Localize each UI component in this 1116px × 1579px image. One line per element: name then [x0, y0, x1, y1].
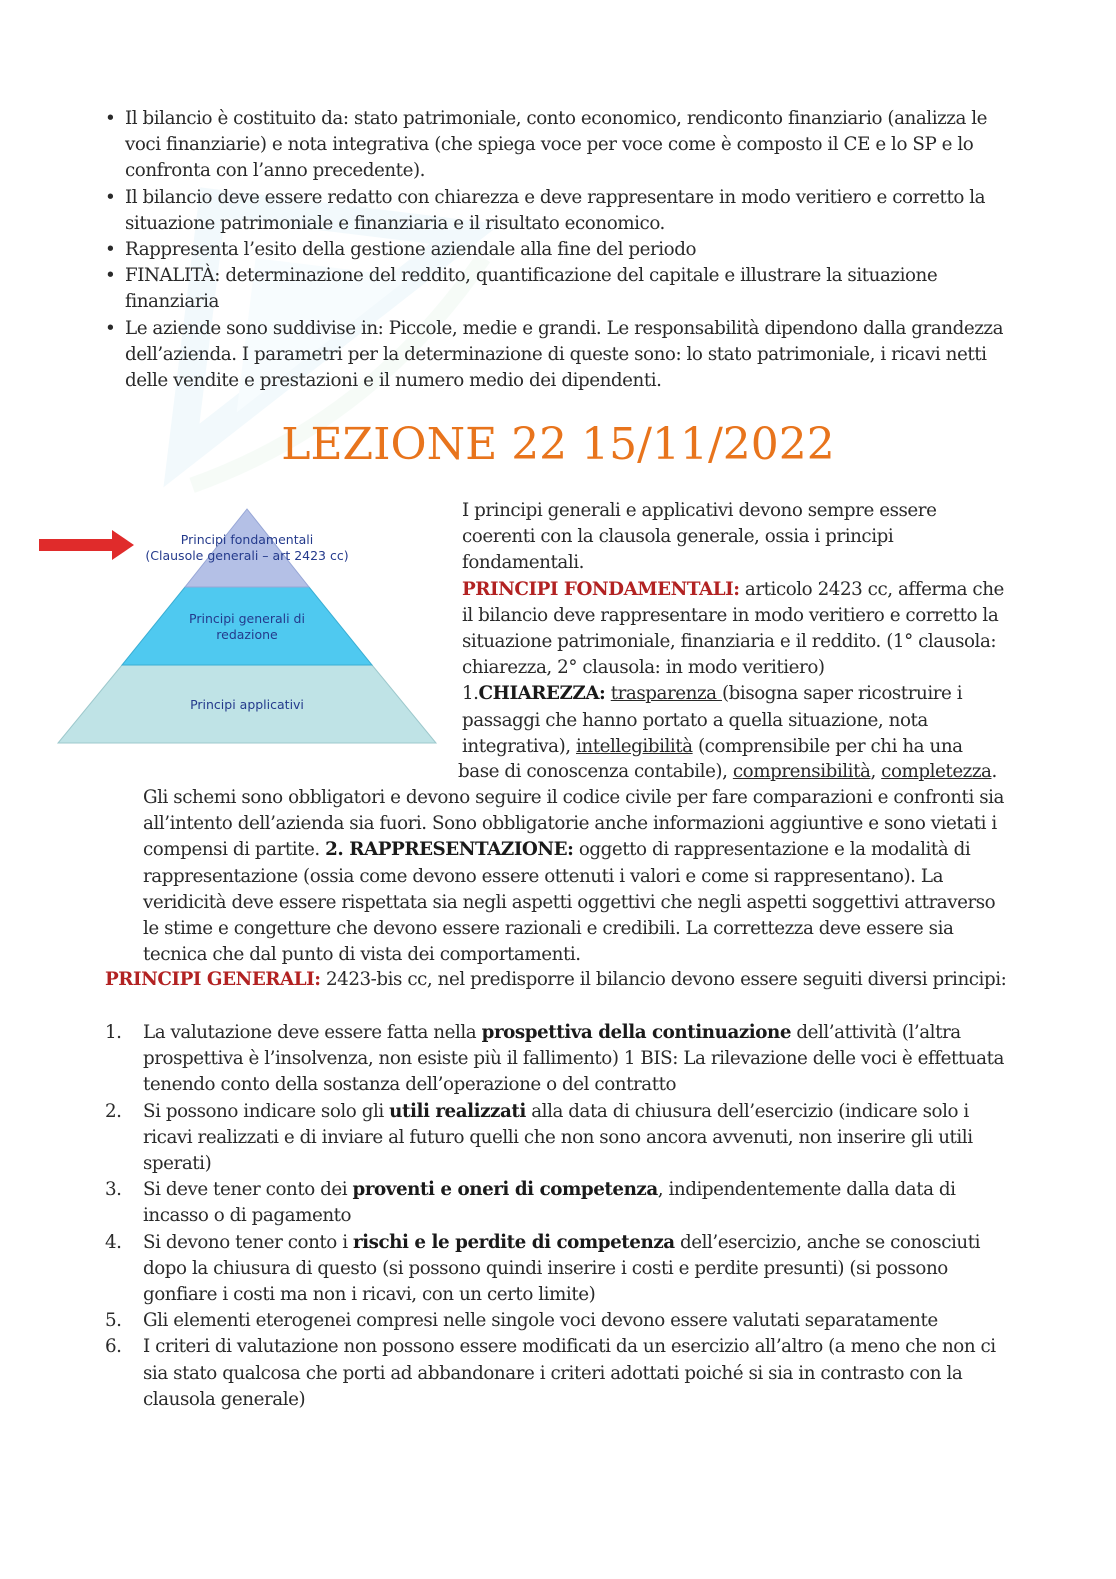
fondamentali-intro: I principi generali e applicativi devono sempre essere coerenti con la clausola generale, ossia i principi fondamentali.: [462, 500, 937, 574]
comprensibilita-term: comprensibilità: [732, 761, 871, 782]
chiarezza-label: CHIAREZZA:: [478, 683, 606, 705]
generali-paragraph: [105, 967, 1010, 993]
intro-bullet-list: [105, 106, 1010, 394]
pyramid-top-label-line1: Principi fondamentali: [180, 532, 314, 547]
bullet-item: • Rappresenta l’esito della gestione aziendale alla fine del periodo: [105, 237, 1010, 263]
list-item: 1. La valutazione deve essere fatta nella prospettiva della continuazione dell’attività (l’altra prospettiva è l’insolvenza, non esiste più il fallimento) 1 BIS: La rilevazione delle voci è effettuata tenendo conto della sostanza dell’operazione o del contratto: [105, 1022, 1004, 1096]
rappresentazione-text: oggetto di rappresentazione e la modalità di rappresentazione (ossia come devono essere ottenuti i valori e come si rappresentano). La veridicità deve essere rispettata sia negli aspetti oggettivi che negli aspetti soggettivi attraverso le stime e congetture che devono essere razionali e credibili. La correttezza deve essere sia tecnica che dal punto di vista dei comportamenti.: [143, 839, 996, 966]
generali-numbered-list: [105, 1020, 1015, 1413]
intelligibilita-text: (comprensibile per chi ha una: [692, 735, 963, 757]
list-item: 3. Si deve tener conto dei proventi e oneri di competenza, indipendentemente dalla data di incasso o di pagamento: [105, 1179, 956, 1227]
red-arrow-icon: [39, 530, 134, 560]
completezza-term: completezza: [881, 761, 992, 782]
bullet-item: • Il bilancio deve essere redatto con chiarezza e deve rappresentare in modo veritiero e corretto la situazione patrimoniale e finanziaria e il risultato economico.: [105, 185, 1010, 237]
lesson-title: LEZIONE 22 15/11/2022: [281, 419, 835, 470]
base-text: base di conoscenza contabile),: [458, 761, 733, 782]
list-item: 6. I criteri di valutazione non possono essere modificati da un esercizio all’altro (a meno che non ci sia stato qualcosa che porti ad abbandonare i criteri adottati poiché si sia in contrasto con la clausola generale): [105, 1336, 996, 1410]
fondamentali-text: articolo 2423 cc, afferma che il bilancio deve rappresentare in modo veritiero e corretto la situazione patrimoniale, finanziaria e il reddito. (1° clausola: chiarezza, 2° clausola: in modo veritiero): [462, 578, 1004, 679]
trasparenza-term: trasparenza: [610, 683, 722, 705]
bullet-item: • FINALITÀ: determinazione del reddito, quantificazione del capitale e illustrare la situazione finanziaria: [105, 263, 1010, 315]
pyramid-bottom-label: Principi applicativi: [190, 697, 304, 712]
pyramid-top-label-line2: (Clausole generali – art 2423 cc): [145, 548, 349, 563]
bullet-item: • Il bilancio è costituito da: stato patrimoniale, conto economico, rendiconto finanziario (analizza le voci finanziarie) e nota integrativa (che spiega voce per voce come è composto il CE e lo SP e lo confronta con l’anno precedente).: [105, 106, 1010, 185]
rappresentazione-paragraph: [143, 785, 1013, 968]
trasparenza-text: (bisogna saper ricostruire i passaggi che hanno portato a quella situazione, nota integrativa),: [462, 683, 963, 757]
bullet-item: • Le aziende sono suddivise in: Piccole, medie e grandi. Le responsabilità dipendono dalla grandezza dell’azienda. I parametri per la determinazione di queste sono: lo stato patrimoniale, i ricavi netti delle vendite e prestazioni e il numero medio dei dipendenti.: [105, 316, 1010, 395]
intelligibilita-term: intellegibilità: [576, 735, 693, 757]
pyramid-middle-label-line2: redazione: [216, 627, 278, 642]
list-item: 2. Si possono indicare solo gli utili realizzati alla data di chiusura dell’esercizio (indicare solo i ricavi realizzati e di inviare al futuro quelli che non sono ancora avvenuti, non inserire gli utili sperati): [105, 1100, 973, 1175]
pyramid-middle-label-line1: Principi generali di: [189, 611, 305, 626]
generali-heading: PRINCIPI GENERALI:: [105, 969, 321, 990]
principles-pyramid-diagram: [36, 505, 440, 750]
chiarezza-number: 1.: [462, 683, 479, 705]
schemi-text: Gli schemi sono obbligatori e devono seguire il codice civile per fare comparazioni e confronti sia all’intento dell’azienda sia fuori. Sono obbligatorie anche informazioni aggiuntive e sono vietati i compensi di partite.: [143, 787, 1004, 861]
chiarezza-continuation-line: base di conoscenza contabile), comprensibilità, completezza.: [458, 761, 997, 782]
list-item: 4. Si devono tener conto i rischi e le perdite di competenza dell’esercizio, anche se conosciuti dopo la chiusura di questo (si possono quindi inserire i costi e perdite presunti) (si possono gonfiare i costi ma non i ricavi, con un certo limite): [105, 1231, 981, 1306]
fondamentali-heading: PRINCIPI FONDAMENTALI:: [462, 578, 740, 600]
fondamentali-paragraph: [462, 498, 1010, 760]
generali-text: 2423-bis cc, nel predisporre il bilancio devono essere seguiti diversi principi:: [320, 969, 1007, 990]
list-item: 5. Gli elementi eterogenei compresi nelle singole voci devono essere valutati separatamente: [105, 1310, 938, 1332]
pyramid-middle-level: [122, 587, 372, 665]
rappresentazione-label: 2. RAPPRESENTAZIONE:: [325, 839, 574, 861]
